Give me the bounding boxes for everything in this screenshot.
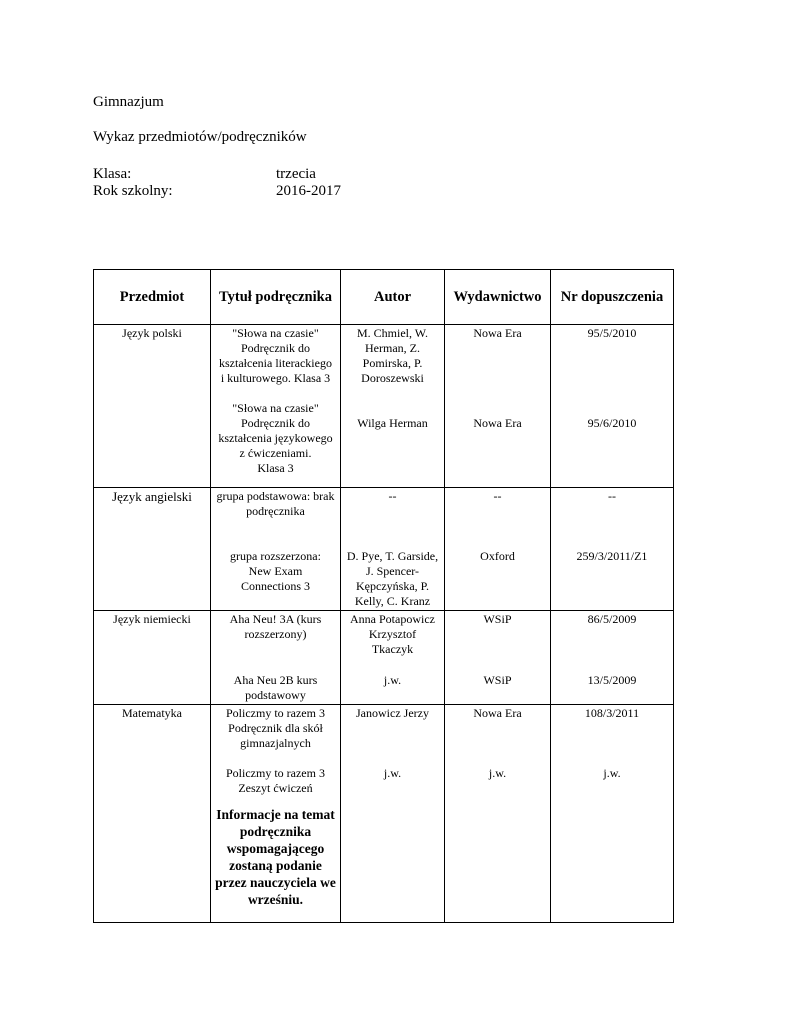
approval-number: 95/6/2010 [587, 416, 637, 430]
title-cell [211, 488, 341, 611]
approval-number: 86/5/2009 [587, 612, 637, 626]
book-publisher: Nowa Era [473, 416, 522, 430]
book-author: j.w. [383, 673, 402, 687]
book-title: Policzmy to razem 3 Zeszyt ćwiczeń [226, 766, 325, 795]
year-label: Rok szkolny: [93, 183, 173, 199]
book-author: j.w. [383, 766, 402, 780]
subject-cell [94, 611, 211, 705]
book-title: grupa podstawowa: brak podręcznika [216, 489, 335, 518]
approval-number: 13/5/2009 [587, 673, 637, 687]
subject-cell [94, 705, 211, 923]
table-row [94, 325, 674, 488]
column-header-approval: Nr dopuszczenia [551, 270, 674, 325]
subject-name: Język polski [122, 326, 182, 340]
subject-cell [94, 325, 211, 488]
book-title: "Słowa na czasie" Podręcznik do kształcenia literackiego i kulturowego. Klasa 3 [219, 326, 332, 385]
supplementary-book-note: Informacje na temat podręcznika wspomagającego zostaną podanie przez nauczyciela we wrześniu. [215, 807, 336, 907]
approval-number: 95/5/2010 [587, 326, 637, 340]
book-title: Policzmy to razem 3 Podręcznik dla skół gimnazjalnych [226, 706, 325, 750]
book-publisher: -- [493, 489, 502, 503]
table-row [94, 611, 674, 705]
book-author: Wilga Herman [357, 416, 428, 430]
title-cell [211, 705, 341, 923]
approval-number: 259/3/2011/Z1 [576, 549, 648, 563]
book-author: D. Pye, T. Garside, J. Spencer- Kępczyńska, P. Kelly, C. Kranz [346, 549, 439, 608]
book-publisher: WSiP [483, 673, 512, 687]
book-author: Anna Potapowicz Krzysztof Tkaczyk [350, 612, 435, 656]
publisher-cell [445, 325, 551, 488]
subject-name: Język angielski [112, 489, 192, 504]
approval-cell [551, 488, 674, 611]
book-author: -- [388, 489, 397, 503]
school-name: Gimnazjum [93, 94, 164, 110]
book-publisher: WSiP [483, 612, 512, 626]
approval-number: j.w. [603, 766, 621, 780]
class-label: Klasa: [93, 166, 132, 182]
author-cell [341, 325, 445, 488]
author-cell [341, 611, 445, 705]
title-cell [211, 325, 341, 488]
book-publisher: Nowa Era [473, 326, 522, 340]
table-row [94, 488, 674, 611]
author-cell [341, 705, 445, 923]
book-publisher: Nowa Era [473, 706, 522, 720]
table-row [94, 705, 674, 923]
subject-name: Język niemiecki [113, 612, 191, 626]
publisher-cell [445, 705, 551, 923]
subject-cell [94, 488, 211, 611]
book-title: grupa rozszerzona: New Exam Connections 3 [230, 549, 321, 593]
book-author: Janowicz Jerzy [356, 706, 429, 720]
class-value: trzecia [276, 166, 316, 182]
year-value: 2016-2017 [276, 183, 341, 199]
column-header-title: Tytuł podręcznika [211, 270, 341, 325]
book-title: "Słowa na czasie" Podręcznik do kształcenia językowego z ćwiczeniami. Klasa 3 [218, 401, 333, 475]
approval-cell [551, 705, 674, 923]
approval-cell [551, 611, 674, 705]
publisher-cell [445, 611, 551, 705]
title-cell [211, 611, 341, 705]
book-publisher: Oxford [480, 549, 515, 563]
subject-name: Matematyka [122, 706, 182, 720]
table-header-row [94, 270, 674, 325]
publisher-cell [445, 488, 551, 611]
approval-number: 108/3/2011 [584, 706, 640, 720]
book-title: Aha Neu 2B kurs podstawowy [233, 673, 318, 702]
column-header-subject: Przedmiot [94, 270, 211, 325]
list-title: Wykaz przedmiotów/podręczników [93, 129, 307, 145]
approval-cell [551, 325, 674, 488]
book-title: Aha Neu! 3A (kurs rozszerzony) [229, 612, 322, 641]
textbook-table [93, 269, 674, 923]
book-author: M. Chmiel, W. Herman, Z. Pomirska, P. Doroszewski [356, 326, 428, 385]
column-header-publisher: Wydawnictwo [445, 270, 551, 325]
approval-number: -- [608, 489, 616, 503]
book-publisher: j.w. [488, 766, 507, 780]
column-header-author: Autor [341, 270, 445, 325]
author-cell [341, 488, 445, 611]
